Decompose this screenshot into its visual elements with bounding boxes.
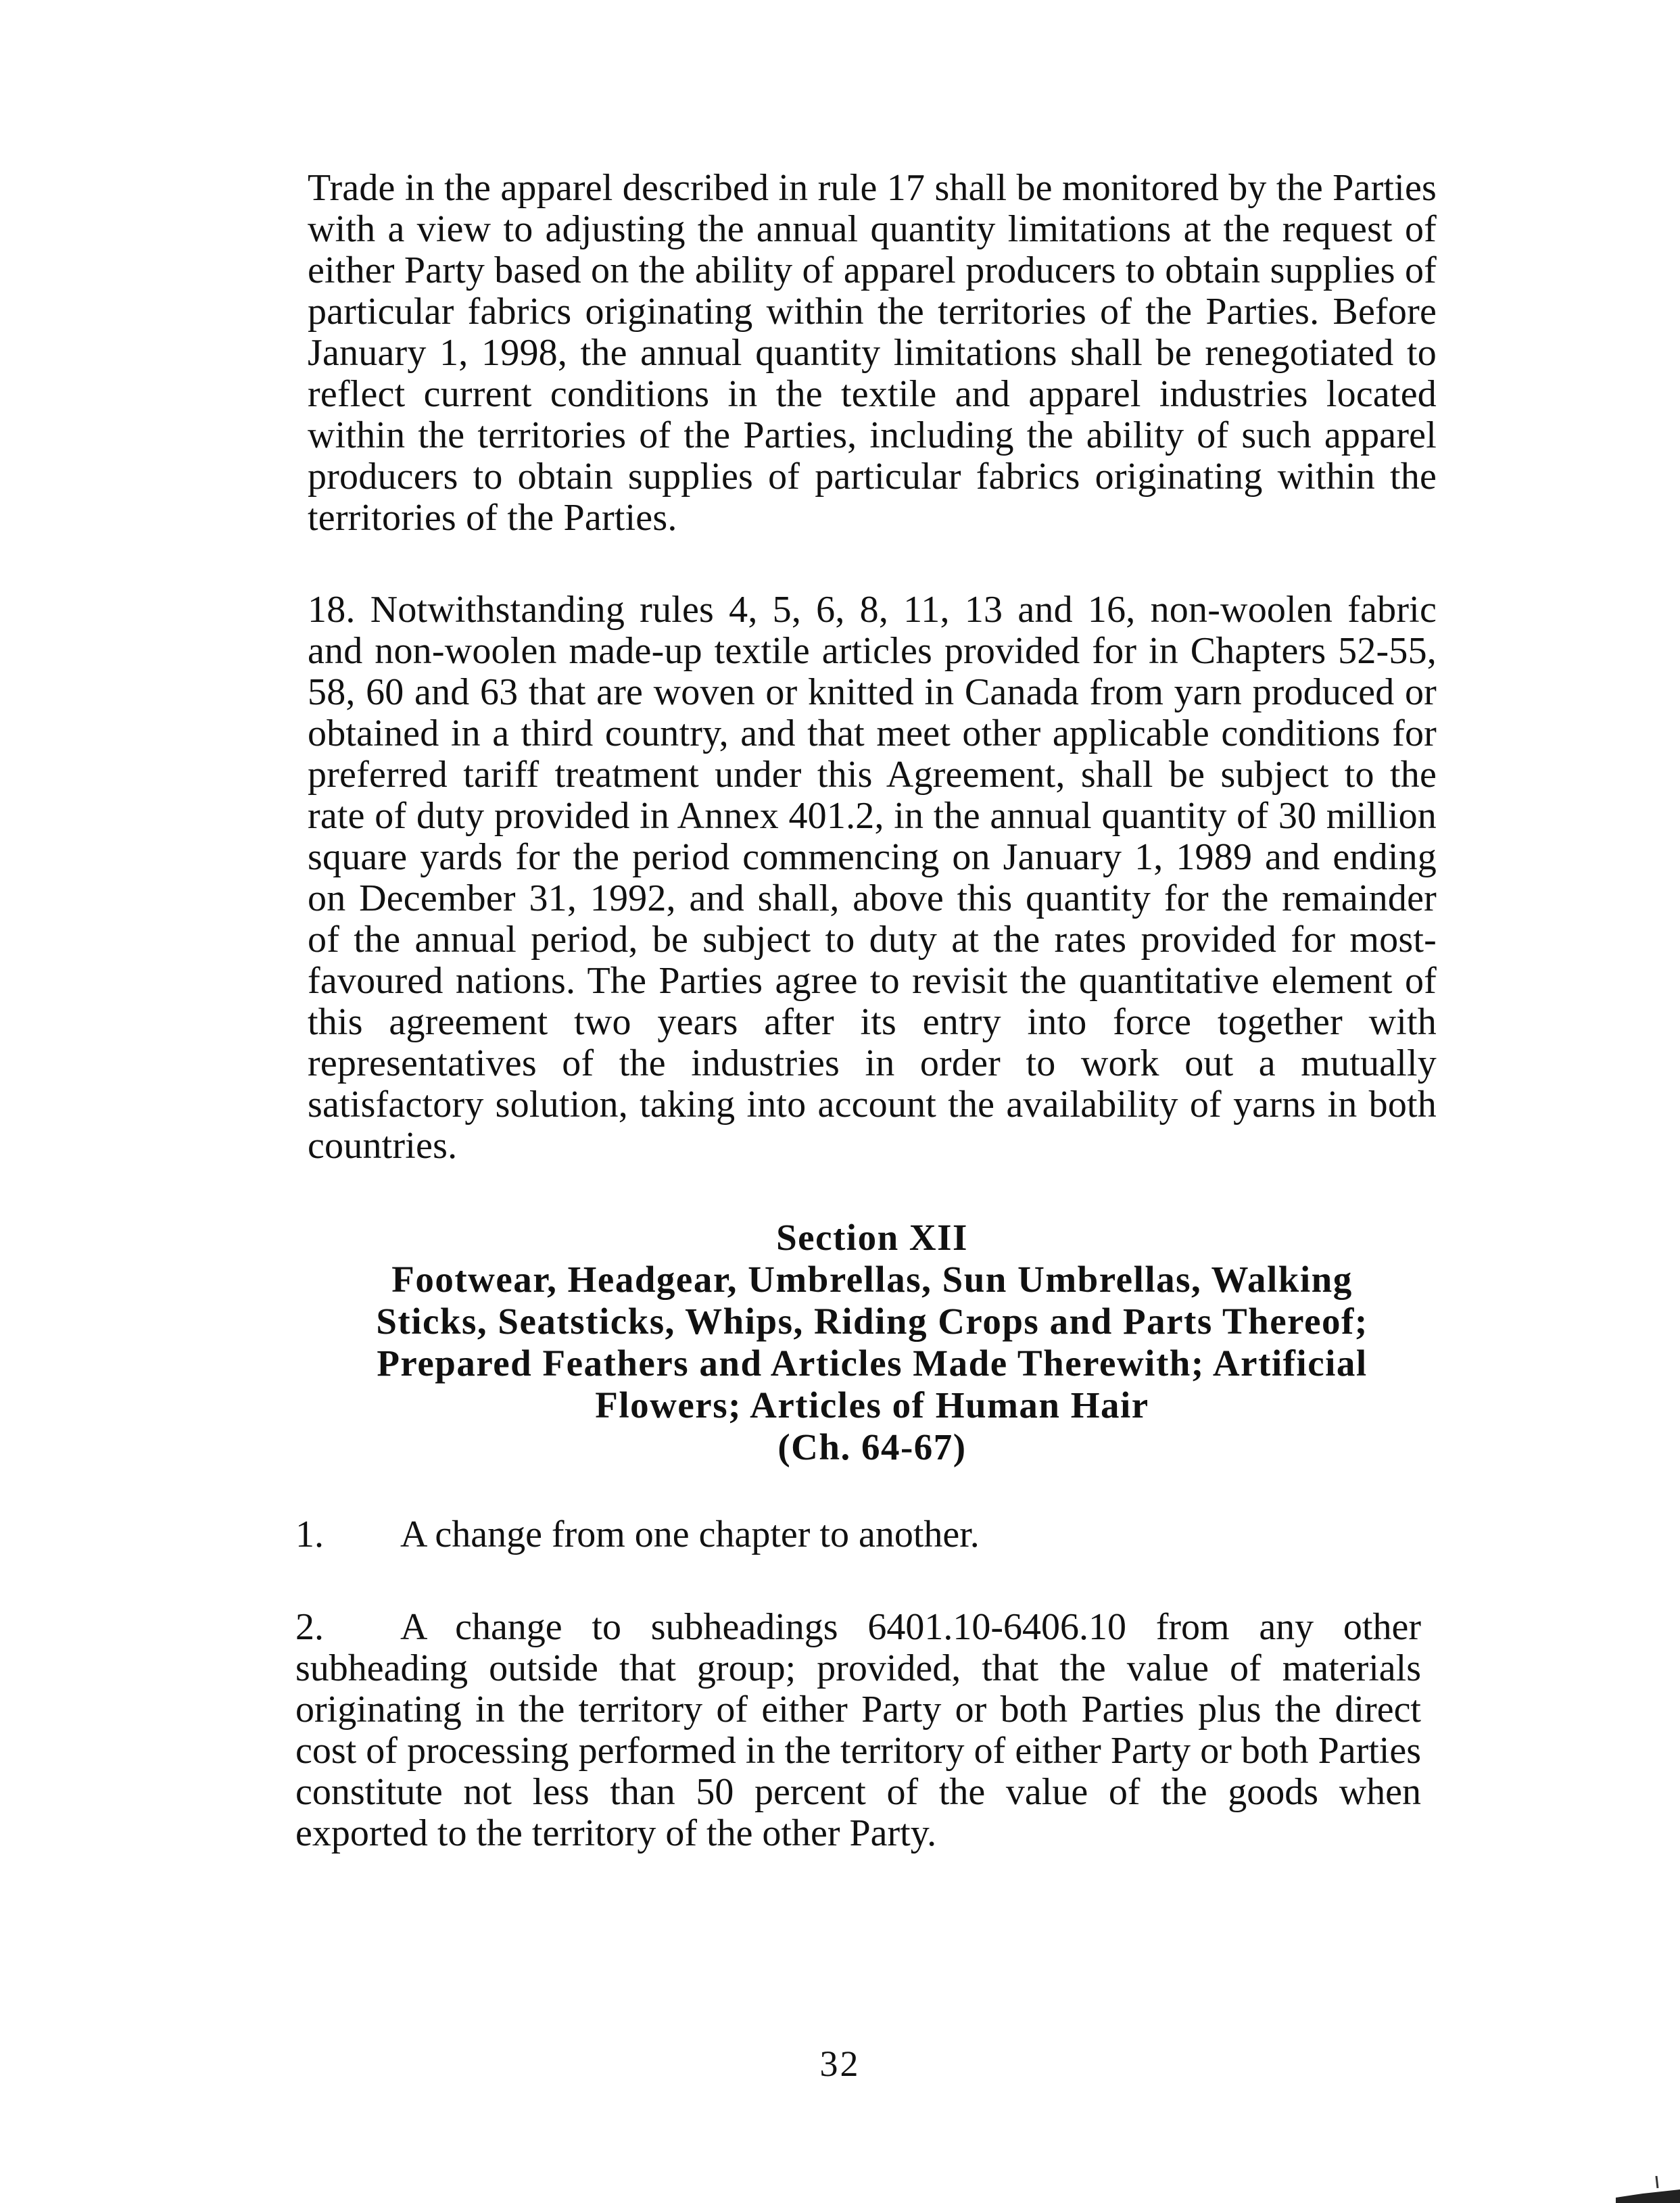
rule-text: A change to subheadings 6401.10-6406.10 from any other subheading outside that group; provided, that the value of materials originating in the territory of either Party or both Parties plus the direct cost of processing performed in the territory of either Party or both Parties constitute not less than 50 percent of the value of the goods when exported to the territory of the other Party. bbox=[295, 1606, 1421, 1854]
section-chapters: (Ch. 64-67) bbox=[777, 1426, 967, 1468]
section-heading bbox=[297, 1217, 1447, 1468]
rule-number: 1. bbox=[295, 1514, 324, 1555]
section-number: Section XII bbox=[776, 1217, 968, 1258]
section-title-line: Footwear, Headgear, Umbrellas, Sun Umbrellas, Walking bbox=[391, 1259, 1353, 1300]
section-title-line: Flowers; Articles of Human Hair bbox=[595, 1384, 1149, 1426]
rule-item-1 bbox=[295, 1514, 1421, 1555]
scan-artifact-mark bbox=[1616, 2176, 1680, 2203]
section-title-line: Sticks, Seatsticks, Whips, Riding Crops and Parts Thereof; bbox=[376, 1301, 1368, 1342]
rule-number: 2. bbox=[295, 1606, 324, 1648]
paragraph-rule-17-continuation: Trade in the apparel described in rule 17 shall be monitored by the Parties with a view to adjusting the annual quantity limitations at the request of either Party based on the ability of apparel producers to obtain supplies of particular fabrics originating within the territories of the Parties. Before January 1, 1998, the annual quantity limitations shall be renegotiated to reflect current conditions in the textile and apparel industries located within the territories of the Parties, including the ability of such apparel producers to obtain supplies of particular fabrics originating within the territories of the Parties. bbox=[308, 167, 1437, 539]
paragraph-rule-18: 18. Notwithstanding rules 4, 5, 6, 8, 11, 13 and 16, non-woolen fabric and non-woolen made-up textile articles provided for in Chapters 52-55, 58, 60 and 63 that are woven or knitted in Canada from yarn produced or obtained in a third country, and that meet other applicable conditions for preferred tariff treatment under this Agreement, shall be subject to the rate of duty provided in Annex 401.2, in the annual quantity of 30 million square yards for the period commencing on January 1, 1989 and ending on December 31, 1992, and shall, above this quantity for the remainder of the annual period, be subject to duty at the rates provided for most-favoured nations. The Parties agree to revisit the quantitative element of this agreement two years after its entry into force together with representatives of the industries in order to work out a mutually satisfactory solution, taking into account the availability of yarns in both countries. bbox=[308, 589, 1437, 1167]
section-title-line: Prepared Feathers and Articles Made Therewith; Artificial bbox=[377, 1342, 1368, 1384]
rule-text: A change from one chapter to another. bbox=[400, 1514, 980, 1555]
rule-item-2 bbox=[295, 1607, 1421, 1854]
page-number: 32 bbox=[819, 2043, 861, 2084]
